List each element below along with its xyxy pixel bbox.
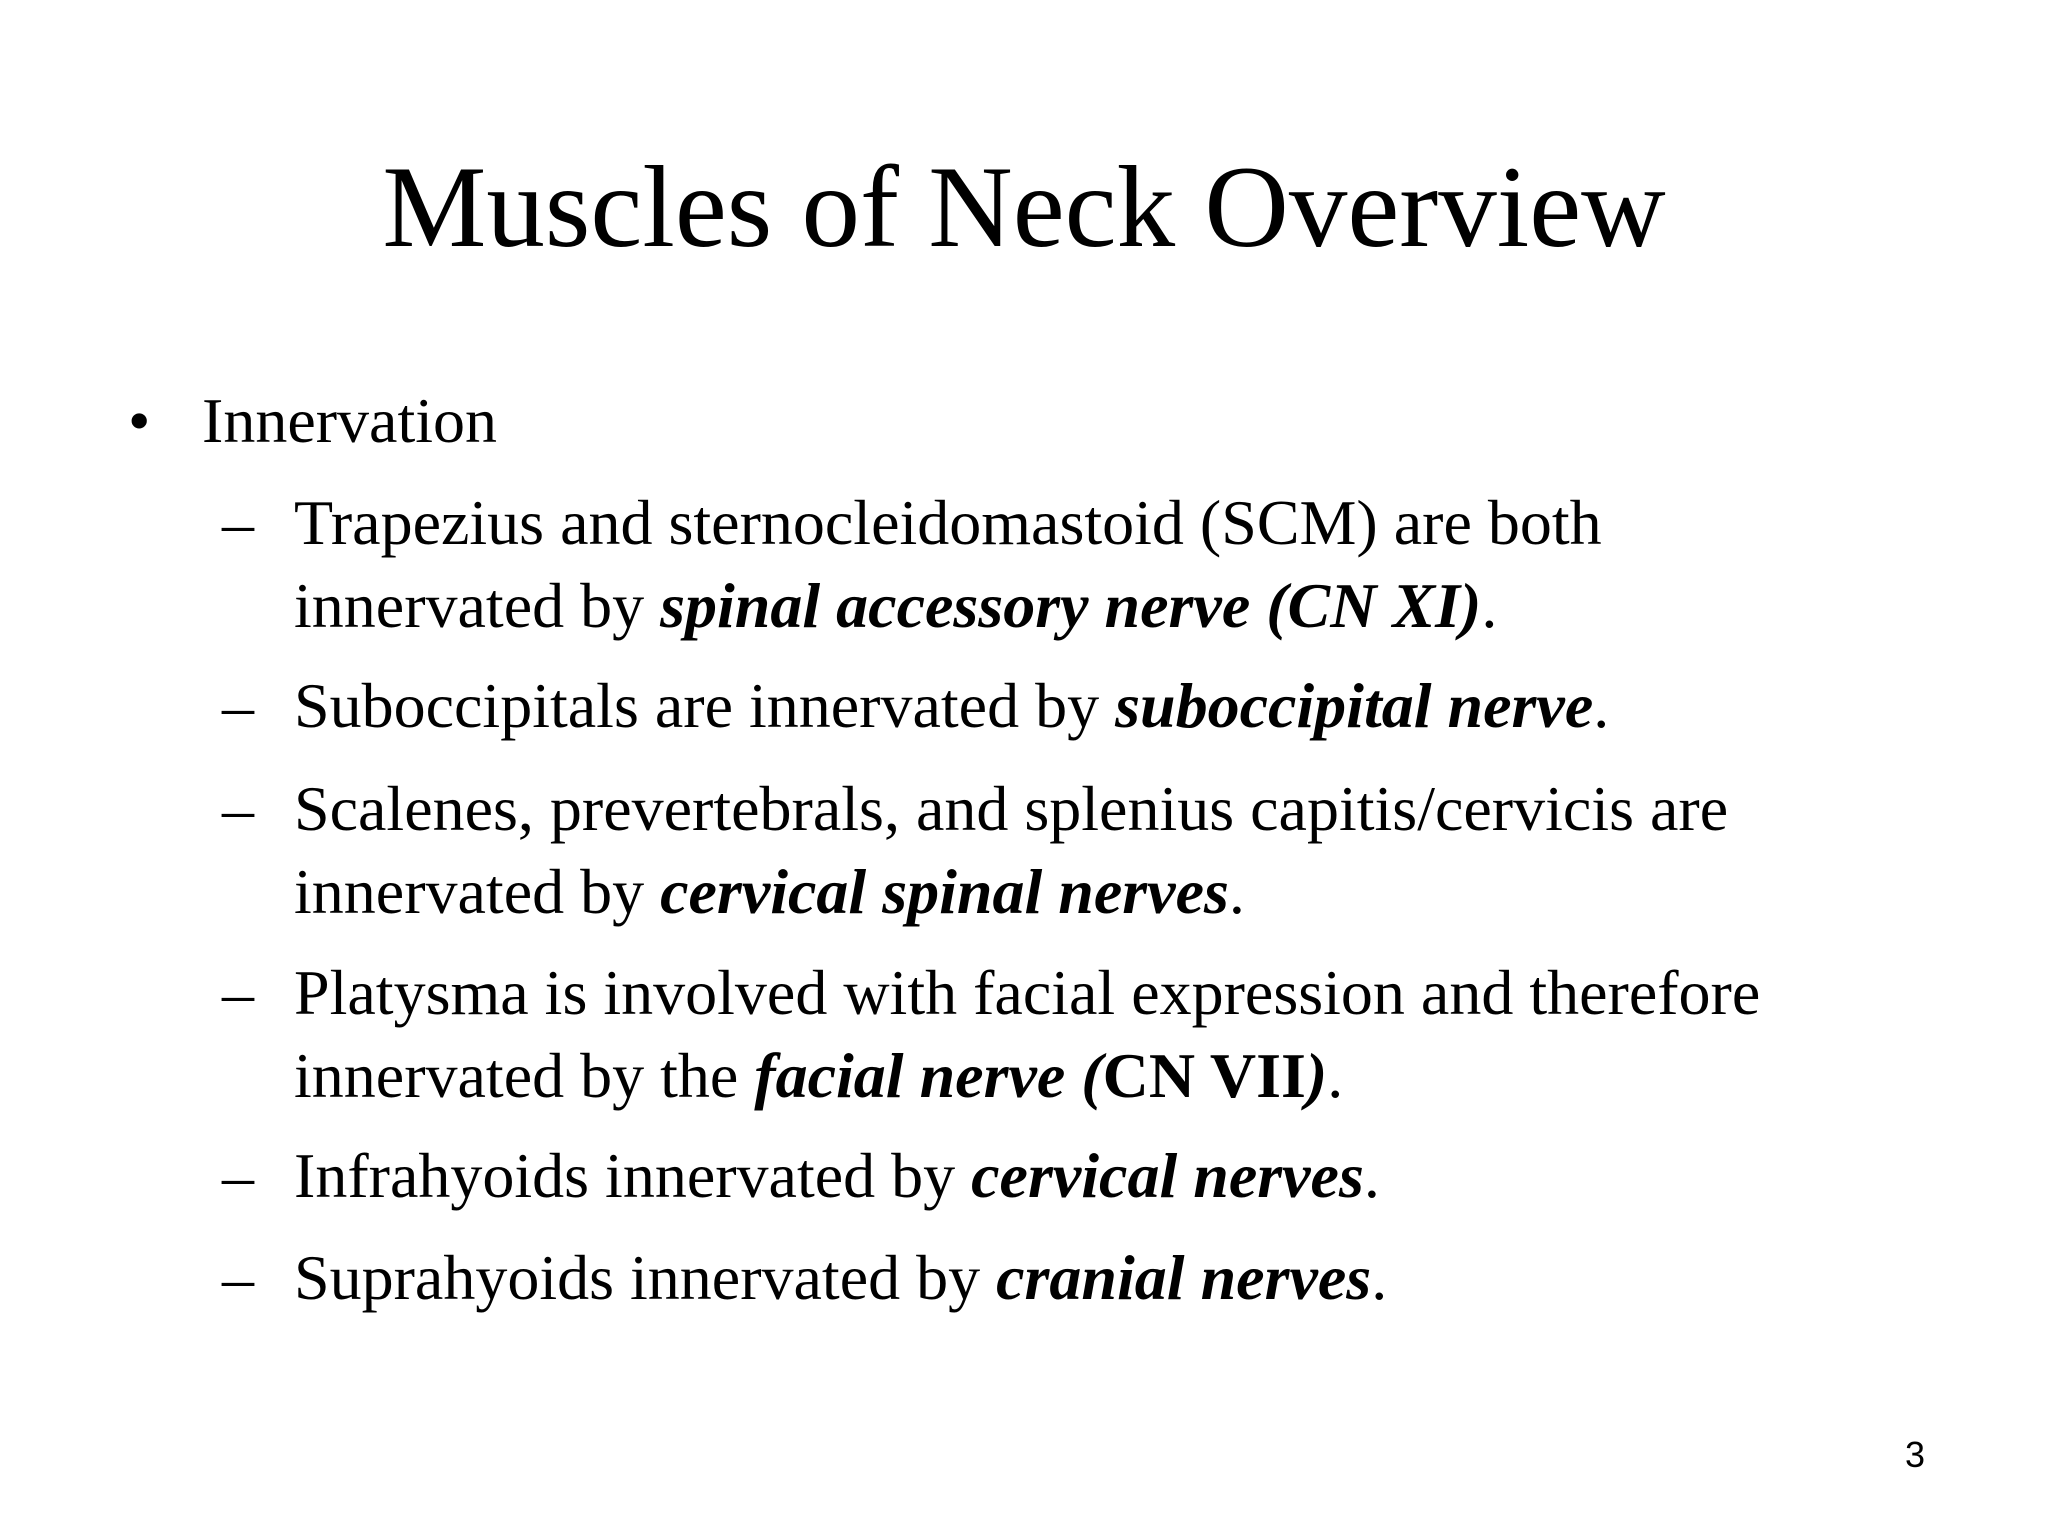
page-number: 3 xyxy=(1905,1434,1926,1475)
dash-marker: – xyxy=(222,957,254,1028)
bullet-marker: • xyxy=(128,385,151,456)
dash-marker: – xyxy=(222,670,254,741)
text-run: Suboccipitals are innervated by xyxy=(294,670,1116,741)
text-line: Scalenes, prevertebrals, and splenius capitis/cervicis are xyxy=(294,773,1729,844)
text-run: Suprahyoids innervated by xyxy=(294,1242,997,1313)
sub-bullet-text xyxy=(294,767,1934,933)
text-line xyxy=(294,664,1934,747)
text-run: . xyxy=(1481,570,1498,641)
nerve-emphasis: spinal accessory nerve (CN XI) xyxy=(660,570,1482,641)
text-run: innervated by xyxy=(294,856,661,927)
nerve-emphasis: cervical nerves xyxy=(971,1140,1364,1211)
text-line xyxy=(294,850,1934,933)
dash-marker: – xyxy=(222,1140,254,1211)
text-run: . xyxy=(1363,1140,1380,1211)
text-run: . xyxy=(1593,670,1610,741)
text-line xyxy=(294,1134,1934,1217)
nerve-emphasis: ) xyxy=(1305,1040,1328,1111)
dash-marker: – xyxy=(222,773,254,844)
dash-marker: – xyxy=(222,487,254,558)
text-run: . xyxy=(1228,856,1245,927)
sub-bullet-text xyxy=(294,1236,1934,1319)
sub-bullet-text xyxy=(294,951,1934,1117)
cranial-nerve-number: CN VII xyxy=(1102,1040,1306,1111)
nerve-emphasis: cranial nerves xyxy=(996,1242,1372,1313)
sub-bullet-text xyxy=(294,1134,1934,1217)
nerve-emphasis: suboccipital nerve xyxy=(1115,670,1594,741)
nerve-emphasis: facial nerve ( xyxy=(754,1040,1103,1111)
dash-marker: – xyxy=(222,1242,254,1313)
text-line xyxy=(294,1236,1934,1319)
bullet-text: Innervation xyxy=(202,385,497,456)
text-run: innervated by xyxy=(294,570,661,641)
sub-bullet-text xyxy=(294,664,1934,747)
text-run: innervated by the xyxy=(294,1040,755,1111)
text-line xyxy=(294,564,1934,647)
nerve-emphasis: cervical spinal nerves xyxy=(660,856,1229,927)
slide-title: Muscles of Neck Overview xyxy=(382,143,1666,272)
text-line xyxy=(294,1034,1934,1117)
text-run: . xyxy=(1327,1040,1344,1111)
sub-bullet-text xyxy=(294,481,1934,647)
text-line: Platysma is involved with facial expression and therefore xyxy=(294,957,1761,1028)
text-run: . xyxy=(1371,1242,1388,1313)
text-line: Trapezius and sternocleidomastoid (SCM) are both xyxy=(294,487,1602,558)
text-run: Infrahyoids innervated by xyxy=(294,1140,972,1211)
